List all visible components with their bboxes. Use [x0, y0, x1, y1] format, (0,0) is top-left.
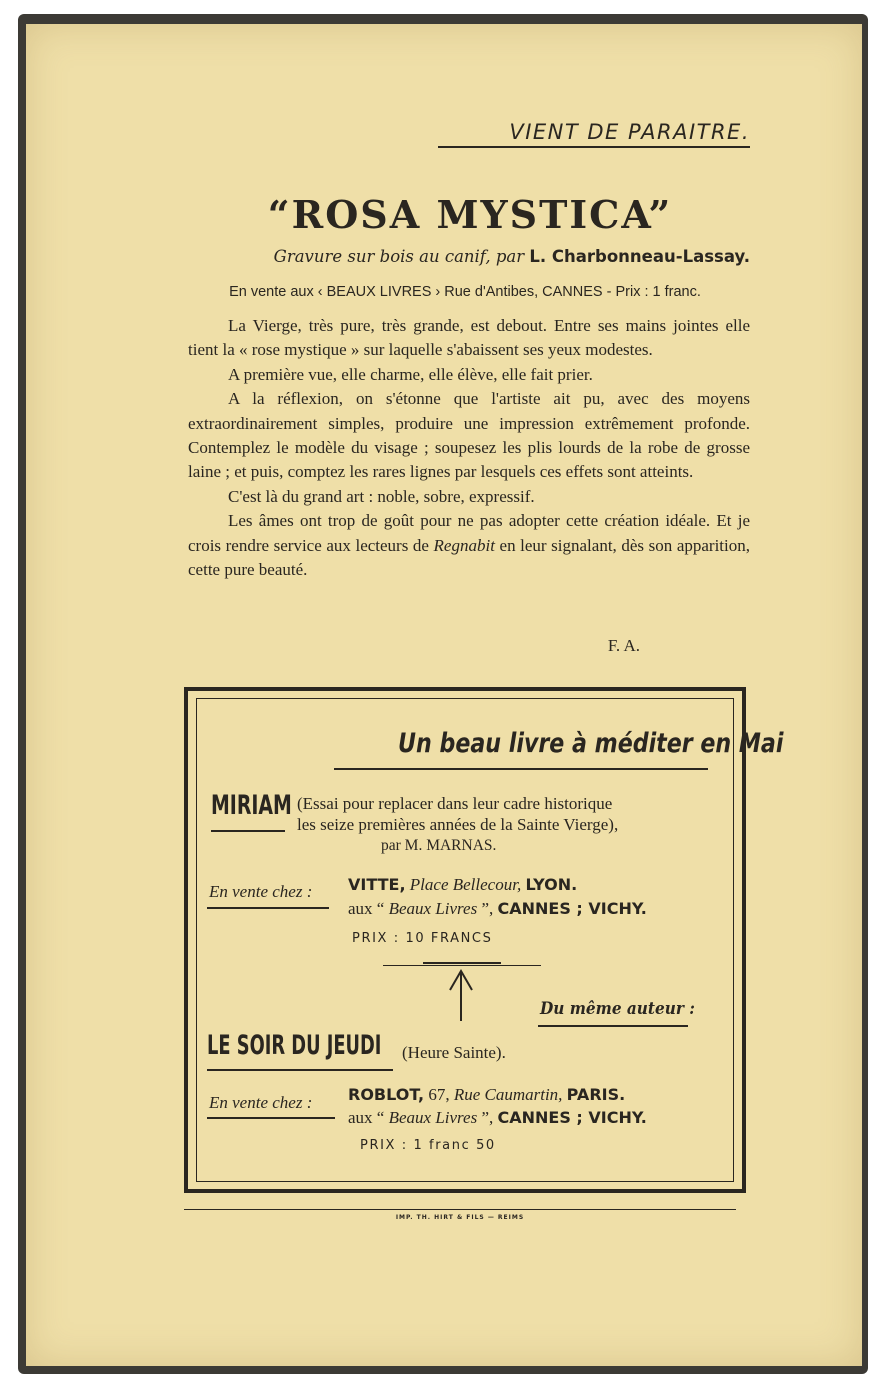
printer-imprint: IMP. TH. HIRT & FILS — REIMS [395, 1214, 525, 1221]
sale-label-underline [207, 1117, 335, 1119]
description-line: les seize premières années de la Sainte Vierge), [297, 815, 619, 834]
article-paragraph: La Vierge, très pure, très grande, est debout. Entre ses mains jointes elle tient la « rose mystique » sur laquelle s'abaissent ses yeux modestes. [188, 316, 750, 360]
book-title-soir-du-jeudi: LE SOIR DU JEUDI [207, 1030, 382, 1061]
author-name: L. Charbonneau-Lassay. [529, 247, 750, 266]
price-label: PRIX : 10 FRANCS [352, 931, 493, 946]
subtitle-text: Gravure sur bois au canif, par [273, 247, 530, 266]
seller-city: PARIS. [566, 1085, 626, 1104]
book-description [297, 793, 727, 856]
seller-cities: CANNES ; VICHY. [497, 899, 647, 918]
page-title: “ROSA MYSTICA” [267, 192, 673, 237]
price-label: PRIX : 1 franc 50 [360, 1138, 496, 1153]
seller-name: Beaux Livres [388, 1108, 478, 1127]
same-author-underline [538, 1025, 688, 1027]
article-paragraph: A première vue, elle charme, elle élève, elle fait prier. [228, 364, 593, 384]
book-title-miriam: MIRIAM [211, 790, 292, 821]
seller-cities: CANNES ; VICHY. [497, 1108, 647, 1127]
article-signature: F. A. [607, 636, 640, 655]
seller-city: LYON. [525, 875, 578, 894]
description-line: (Essai pour replacer dans leur cadre historique [297, 794, 613, 813]
advertisement-heading: Un beau livre à méditer en Mai [398, 728, 784, 759]
seller-name: ROBLOT, [348, 1085, 425, 1104]
book-author: par M. MARNAS. [381, 837, 497, 854]
seller-address-number: 67, [424, 1085, 454, 1104]
seller-address: Rue Caumartin, [453, 1085, 567, 1104]
divider-bold [423, 962, 501, 964]
article-paragraph: A la réflexion, on s'étonne que l'artiste ait pu, avec des moyens extraordinairement simples, produire une impression extrêmement profonde. Contemplez le modèle du visage ; soupesez les plis lourds de la robe de grosse laine ; et puis, comptez les rares lignes par lesquels ces effets sont atteints. [188, 389, 750, 482]
seller-name: VITTE, [348, 875, 406, 894]
seller-prefix: aux “ [348, 899, 389, 918]
book-subtitle: (Heure Sainte). [402, 1043, 506, 1062]
announcement-heading: VIENT DE PARAITRE. [438, 120, 750, 148]
sale-label: En vente chez : [209, 882, 313, 901]
article-body [188, 314, 750, 582]
sale-info-line: En vente aux ‹ BEAUX LIVRES › Rue d'Antibes, CANNES - Prix : 1 franc. [229, 284, 701, 300]
title-underline [211, 830, 285, 832]
journal-name: Regnabit [433, 535, 495, 555]
seller-line [348, 1084, 625, 1105]
sale-label-underline [207, 907, 329, 909]
seller-address: Place Bellecour, [405, 875, 526, 894]
seller-suffix: ”, [477, 1108, 498, 1127]
seller-prefix: aux “ [348, 1108, 389, 1127]
seller-name: Beaux Livres [388, 899, 478, 918]
seller-line [348, 874, 577, 895]
seller-line [348, 898, 647, 919]
divider-line [383, 965, 541, 966]
heading-underline [334, 768, 708, 770]
seller-line [348, 1107, 647, 1128]
engraving-subtitle [180, 247, 750, 266]
seller-suffix: ”, [477, 899, 498, 918]
same-author-label: Du même auteur : [540, 999, 695, 1019]
title-underline [207, 1069, 393, 1071]
article-paragraph: Les âmes ont trop de goût pour ne pas adopter cette création idéale. Et je crois rendre service aux lecteurs de Regnabit en leur signalant, dès son apparition, cette pure beauté. [188, 511, 750, 580]
sale-label: En vente chez : [209, 1093, 313, 1112]
footer-rule [184, 1209, 736, 1210]
article-paragraph: C'est là du grand art : noble, sobre, expressif. [228, 486, 535, 506]
up-arrow-icon [448, 968, 474, 1022]
